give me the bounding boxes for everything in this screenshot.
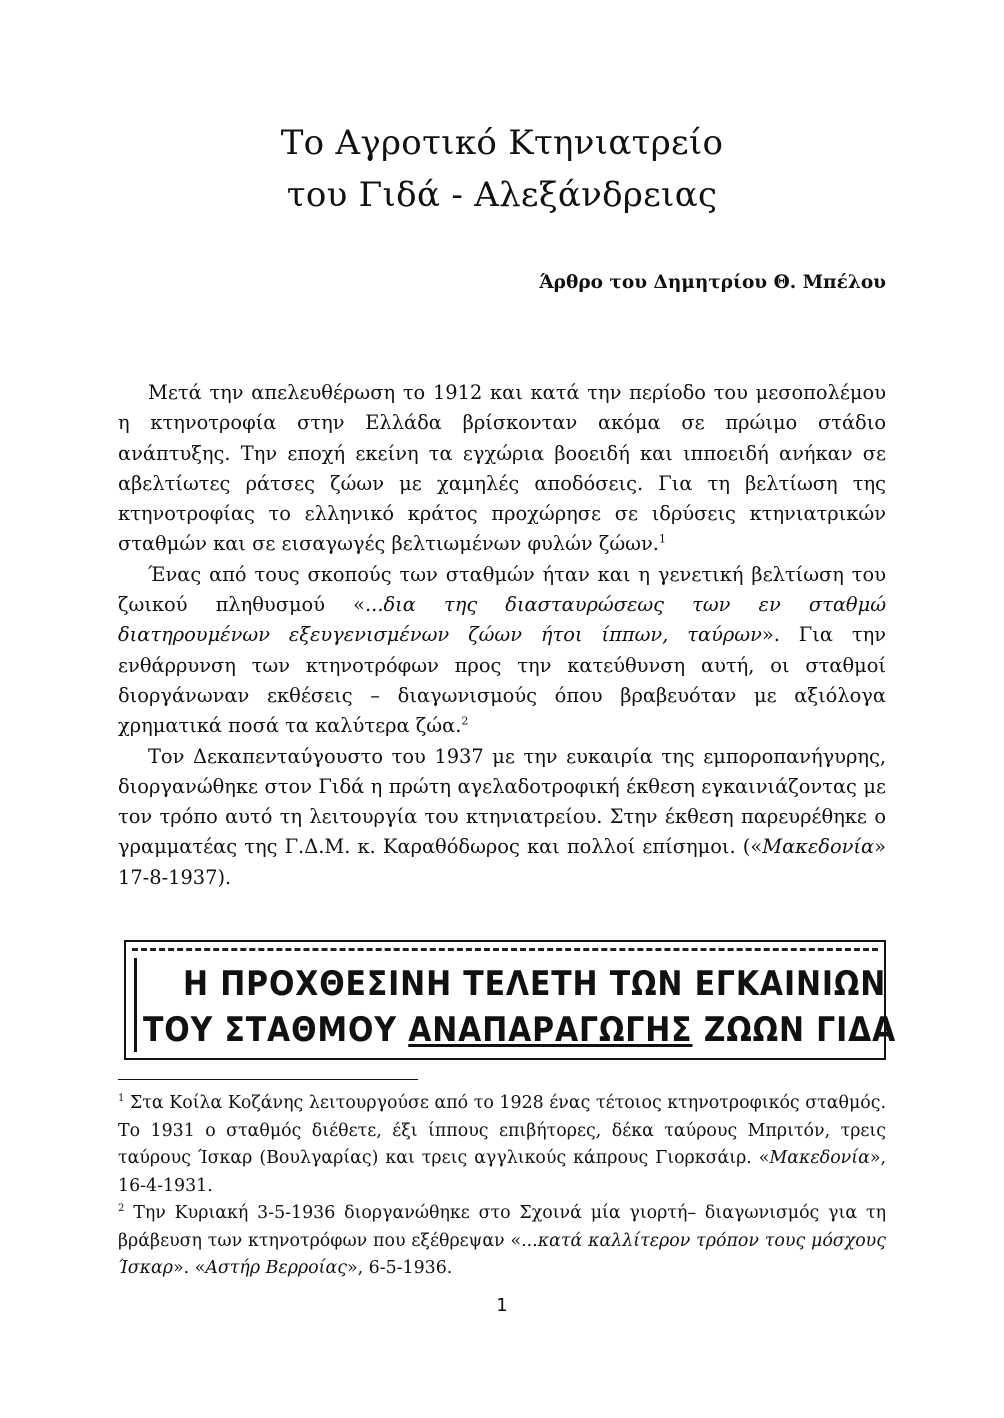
footnote-1-source: Μακεδονία — [769, 1148, 870, 1168]
footnote-separator — [118, 1079, 418, 1080]
footnote-2-number: 2 — [118, 1203, 125, 1215]
article-title — [0, 117, 1004, 221]
paragraph-3-text-b: » 17-8-1937). — [118, 835, 886, 889]
footnote-ref-2: 2 — [461, 714, 469, 728]
paragraph-2-text-a: Ένας από τους σκοπούς των σταθμών ήταν και η γενετική βελτίωση του ζωικού πληθυσμού « — [118, 562, 886, 617]
footnotes — [118, 1090, 886, 1283]
paragraph-1 — [118, 378, 886, 560]
newspaper-clipping — [124, 940, 897, 1060]
footnote-1-number: 1 — [118, 1093, 125, 1105]
footnote-2-text-c: », 6-5-1936. — [346, 1258, 453, 1278]
footnote-2 — [118, 1200, 886, 1283]
paragraph-2-text-b: ». Για την ενθάρρυνση των κτηνοτρόφων προς την κατεύθυνση αυτή, οι σταθμοί διοργάνωναν εκθέσεις – διαγωνισμούς όπου βραβευόταν με αξιόλογα χρηματικά ποσά τα καλύτερα ζώα. — [118, 623, 887, 738]
page-number: 1 — [496, 1295, 508, 1316]
footnote-2-quote: ...κατά καλλίτερον τρόπον τους μόσχους Ίσκαρ — [118, 1230, 886, 1278]
paragraph-2 — [118, 560, 886, 742]
footnote-1-text-b: », 16-4-1931. — [118, 1148, 886, 1196]
footnote-1-text-a: Στα Κοίλα Κοζάνης λειτουργούσε από το 1928 ένας τέτοιος κτηνοτροφικός σταθμός. Το 1931 ο σταθμός διέθετε, έξι ίππους επιβήτορες, δέκα ταύρους Μπριτόν, τρεις ταύρους Ίσκαρ (Βουλγαρίας) και τρεις αγγλικούς κάπρους Γιορκσάιρ. « — [118, 1093, 886, 1168]
clipping-headline-line-1: Η ΠΡΟΧΘΕΣΙΝΗ ΤΕΛΕΤΗ ΤΩΝ ΕΓΚΑΙΝΙΩΝ — [183, 964, 887, 1004]
clipping-headline-line-2 — [143, 1010, 897, 1050]
paragraph-1-text: Μετά την απελευθέρωση το 1912 και κατά την περίοδο του μεσοπολέμου η κτηνοτροφία στην Ελλάδα βρίσκονταν ακόμα σε πρώιμο στάδιο ανάπτυξης. Την εποχή εκείνη τα εγχώρια βοοειδή και ιπποειδή ανήκαν σε αβελτίωτες ράτσες ζώων με χαμηλές αποδόσεις. Για τη βελτίωση της κτηνοτροφίας το ελληνικό κράτος προχώρησε σε ιδρύσεις κτηνιατρικών σταθμών και σε εισαγωγές βελτιωμένων φυλών ζώων. — [118, 381, 886, 556]
clipping-dashed-border — [132, 948, 878, 951]
footnote-2-text-b: ». « — [173, 1258, 206, 1278]
clipping-line-2-underlined: ΑΝΑΠΑΡΑΓΩΓΗΣ — [408, 1010, 693, 1050]
footnote-1 — [118, 1090, 886, 1200]
paragraph-3 — [118, 742, 886, 893]
title-line-1: Το Αγροτικό Κτηνιατρείο — [280, 123, 724, 163]
clipping-headline-block — [134, 958, 897, 1052]
footnote-ref-1: 1 — [658, 533, 666, 547]
title-line-2: του Γιδά - Αλεξάνδρειας — [286, 175, 718, 215]
article-body — [118, 378, 886, 893]
author-byline: Άρθρο του Δημητρίου Θ. Μπέλου — [539, 272, 886, 293]
paragraph-2-quote: ...δια της διασταυρώσεως των εν σταθμώ διατηρουμένων εξευγενισμένων ζώων ήτοι ίππων, ταύρων — [118, 593, 887, 647]
paragraph-3-source: Μακεδονία — [762, 835, 875, 859]
footnote-2-text-a: Την Κυριακή 3-5-1936 διοργανώθηκε στο Σχοινά μία γιορτή– διαγωνισμός για τη βράβευση των κτηνοτρόφων που εξέθρεψαν « — [118, 1203, 886, 1251]
clipping-line-2-a: ΤΟΥ ΣΤΑΘΜΟΥ — [143, 1010, 409, 1050]
paragraph-3-text-a: Τον Δεκαπενταύγουστο του 1937 με την ευκαιρία της εμποροπανήγυρης, διοργανώθηκε στον Γιδά η πρώτη αγελαδοτροφική έκθεση εγκαινιάζοντας με τον τρόπο αυτό τη λειτουργία του κτηνιατρείου. Στην έκθεση παρευρέθηκε ο γραμματέας της Γ.Δ.Μ. κ. Καραθόδωρος και πολλοί επίσημοι. (« — [118, 744, 886, 859]
footnote-2-source: Αστήρ Βερροίας — [205, 1258, 347, 1278]
clipping-line-2-b: ΖΩΩΝ ΓΙΔΑ — [692, 1010, 897, 1050]
